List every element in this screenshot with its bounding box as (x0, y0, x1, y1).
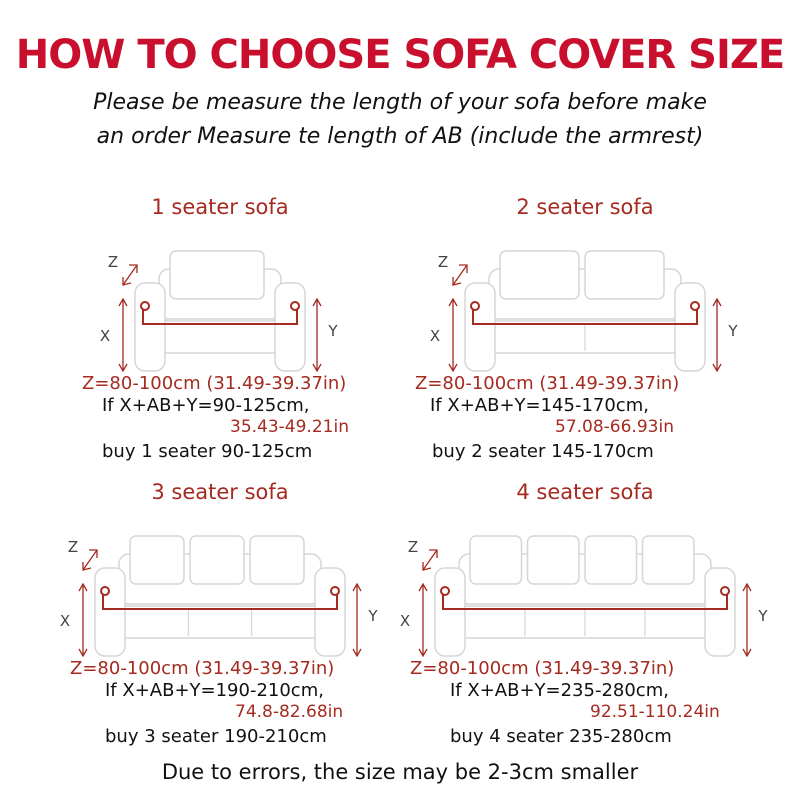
size-inches: 57.08-66.93in (555, 417, 674, 437)
armrest-left (465, 283, 495, 371)
z-arrow (453, 265, 467, 285)
back-cushion (643, 536, 695, 584)
subtitle-line-2: an order Measure te length of AB (include the armrest) (96, 124, 704, 149)
buy-recommendation: buy 4 seater 235-280cm (450, 726, 672, 747)
z-dimension: Z=80-100cm (31.49-39.37in) (82, 373, 347, 394)
panel-4-seater (395, 480, 775, 760)
z-arrow (123, 265, 137, 285)
z-label: Z (407, 538, 419, 556)
size-condition: If X+AB+Y=145-170cm, (430, 395, 649, 416)
x-label: X (59, 612, 71, 630)
z-arrow (83, 550, 97, 570)
size-condition: If X+AB+Y=90-125cm, (102, 395, 310, 416)
y-label: Y (368, 607, 378, 625)
panel-title: 2 seater sofa (516, 195, 654, 219)
point-a (471, 302, 479, 310)
point-b (291, 302, 299, 310)
buy-recommendation: buy 1 seater 90-125cm (102, 441, 313, 462)
size-inches: 92.51-110.24in (590, 702, 720, 722)
armrest-right (675, 283, 705, 371)
back-cushion (585, 536, 637, 584)
z-dimension: Z=80-100cm (31.49-39.37in) (70, 658, 335, 679)
armrest-right (275, 283, 305, 371)
buy-recommendation: buy 3 seater 190-210cm (105, 726, 327, 747)
panel-2-seater (395, 195, 775, 475)
z-label: Z (67, 538, 79, 556)
panel-title: 1 seater sofa (151, 195, 289, 219)
y-label: Y (328, 322, 338, 340)
sofa-seat (121, 606, 319, 638)
point-b (331, 587, 339, 595)
z-arrow (423, 550, 437, 570)
x-label: X (99, 327, 111, 345)
armrest-left (435, 568, 465, 656)
subtitle-line-1: Please be measure the length of your sofa before make (93, 90, 707, 115)
back-cushion (528, 536, 580, 584)
y-label: Y (758, 607, 768, 625)
panel-3-seater (30, 480, 410, 760)
point-a (441, 587, 449, 595)
sofa-diagram-3-seater (30, 516, 410, 656)
size-inches: 35.43-49.21in (230, 417, 349, 437)
sofa-diagram-4-seater (395, 516, 775, 656)
footer-note: Due to errors, the size may be 2-3cm smaller (161, 760, 639, 784)
buy-recommendation: buy 2 seater 145-170cm (432, 441, 654, 462)
back-cushion (500, 251, 579, 299)
z-dimension: Z=80-100cm (31.49-39.37in) (415, 373, 680, 394)
page-title: HOW TO CHOOSE SOFA COVER SIZE (15, 32, 785, 78)
sofa-seat (161, 321, 279, 353)
armrest-left (135, 283, 165, 371)
x-label: X (429, 327, 441, 345)
point-a (101, 587, 109, 595)
back-cushion (190, 536, 244, 584)
panel-1-seater (30, 195, 410, 475)
point-b (721, 587, 729, 595)
back-cushion (585, 251, 664, 299)
x-label: X (399, 612, 411, 630)
panel-title: 3 seater sofa (151, 480, 289, 504)
size-inches: 74.8-82.68in (235, 702, 344, 722)
z-label: Z (437, 253, 449, 271)
z-label: Z (107, 253, 119, 271)
back-cushion (170, 251, 264, 299)
point-b (691, 302, 699, 310)
z-dimension: Z=80-100cm (31.49-39.37in) (410, 658, 675, 679)
y-label: Y (728, 322, 738, 340)
sofa-diagram-1-seater (30, 231, 410, 371)
back-cushion (470, 536, 522, 584)
back-cushion (250, 536, 304, 584)
panel-title: 4 seater sofa (516, 480, 654, 504)
armrest-right (705, 568, 735, 656)
sofa-diagram-2-seater (395, 231, 775, 371)
size-condition: If X+AB+Y=235-280cm, (450, 680, 669, 701)
point-a (141, 302, 149, 310)
back-cushion (130, 536, 184, 584)
armrest-right (315, 568, 345, 656)
size-condition: If X+AB+Y=190-210cm, (105, 680, 324, 701)
armrest-left (95, 568, 125, 656)
